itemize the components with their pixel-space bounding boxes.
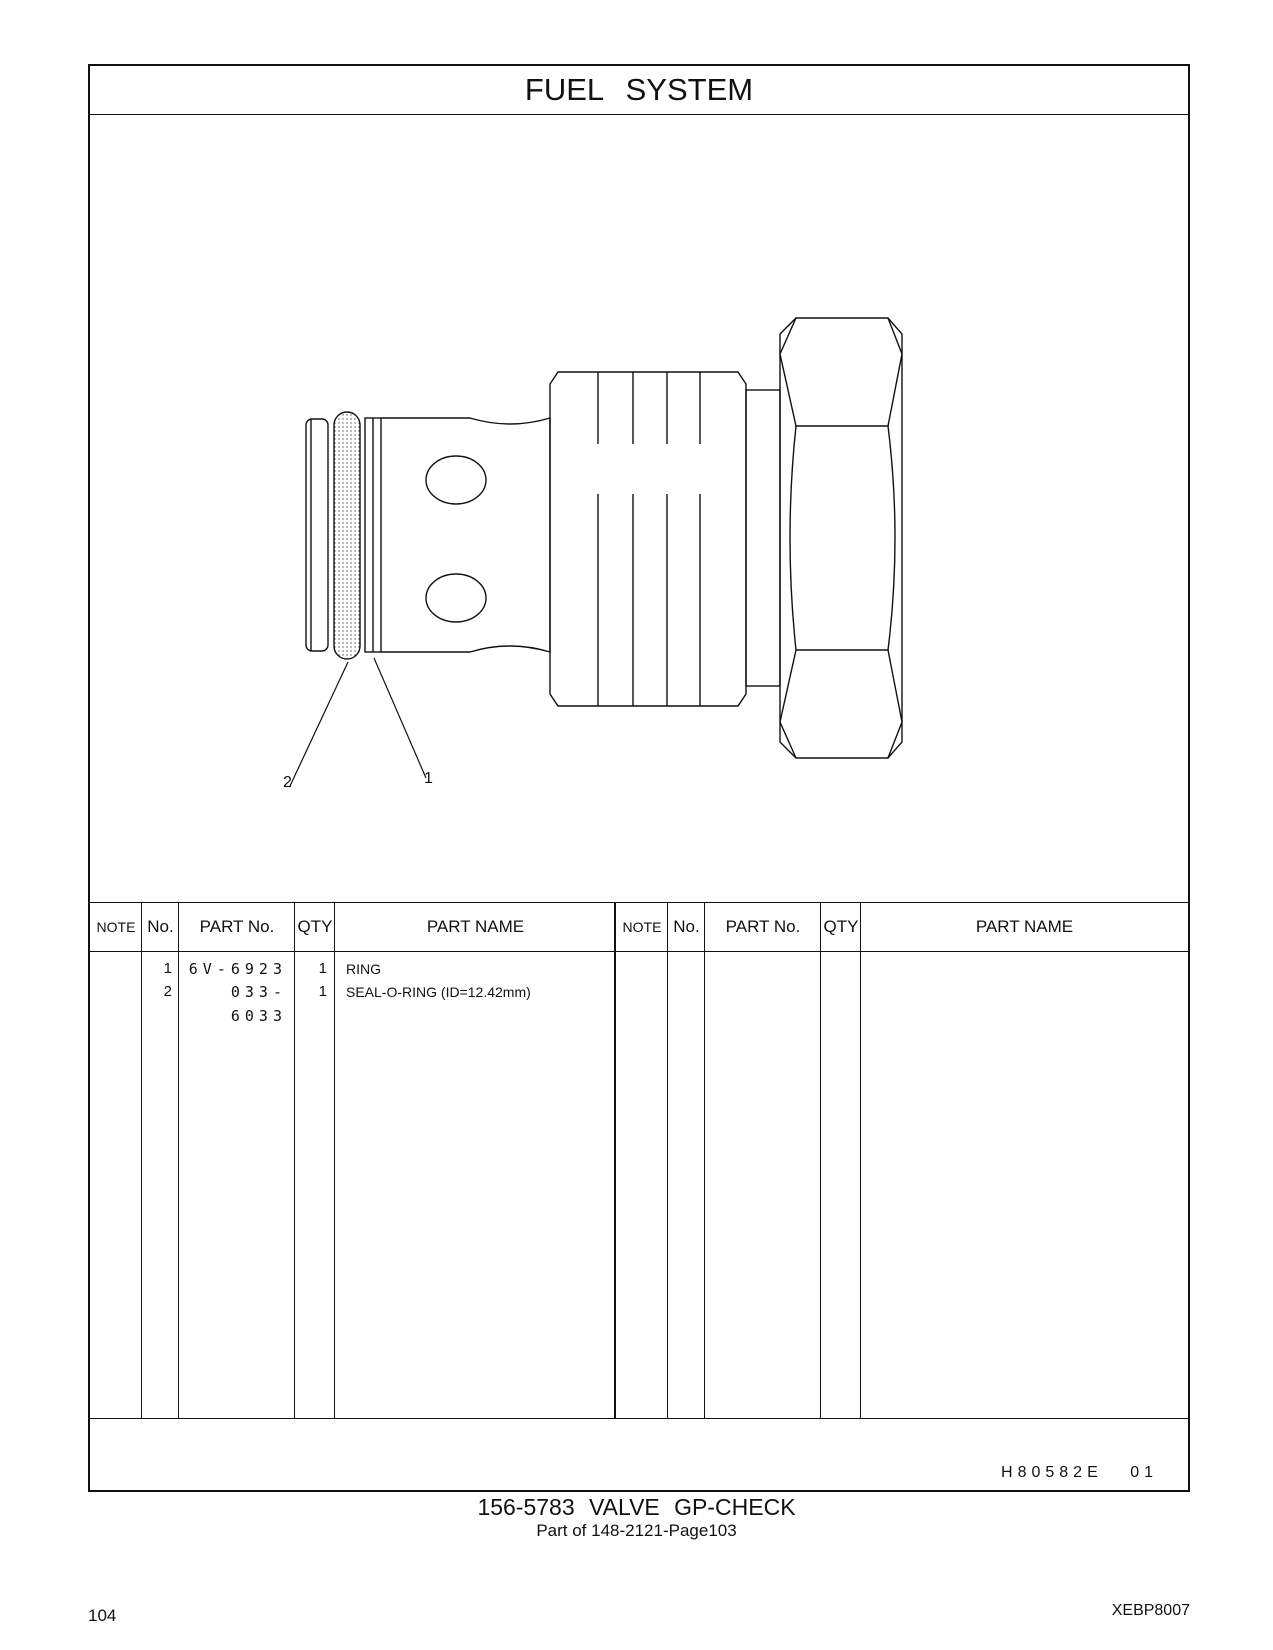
header-no-right: No.	[673, 917, 700, 936]
row-qty: 1	[318, 983, 327, 1000]
section-title: FUEL SYSTEM	[90, 66, 1188, 115]
row-part-name: RING	[346, 961, 381, 977]
header-no: No.	[147, 917, 174, 936]
table-row	[90, 980, 1188, 1025]
leader-line-1	[374, 658, 426, 778]
drawing-code: H80582E 01	[1001, 1464, 1158, 1481]
header-part-no-right: PART No.	[725, 917, 801, 936]
threaded-collar	[550, 372, 746, 706]
callout-1: 1	[424, 770, 433, 787]
valve-body	[381, 418, 550, 652]
document-code: XEBP8007	[1111, 1602, 1190, 1619]
assembly-caption	[0, 1494, 1273, 1541]
parts-page-frame	[88, 64, 1190, 1492]
leader-line-2	[290, 662, 348, 786]
header-divider	[90, 951, 1188, 952]
assembly-title: 156-5783 VALVE GP-CHECK	[477, 1494, 796, 1520]
assembly-subtitle: Part of 148-2121-Page103	[536, 1521, 737, 1540]
row-qty: 1	[318, 960, 327, 977]
header-qty: QTY	[297, 917, 333, 936]
header-note: NOTE	[96, 919, 136, 935]
row-part-no: 033-6033	[230, 983, 287, 1025]
header-part-name-right: PART NAME	[975, 917, 1074, 936]
row-no: 2	[163, 983, 172, 1000]
end-groove	[306, 419, 328, 651]
o-ring-seal-part-2	[334, 412, 360, 659]
row-part-no: 6V-6923	[188, 960, 287, 978]
parts-list-table	[90, 902, 1188, 1419]
cross-hole-lower	[426, 574, 486, 622]
hex-nut	[780, 318, 902, 758]
cross-hole-upper	[426, 456, 486, 504]
check-valve-drawing	[90, 114, 1188, 902]
header-part-no: PART No.	[199, 917, 275, 936]
header-part-name: PART NAME	[426, 917, 525, 936]
page-number: 104	[88, 1606, 117, 1625]
header-note-right: NOTE	[622, 919, 662, 935]
row-part-name: SEAL-O-RING (ID=12.42mm)	[346, 984, 531, 1000]
row-no: 1	[163, 960, 172, 977]
header-qty-right: QTY	[823, 917, 859, 936]
neck	[746, 390, 780, 686]
table-row	[90, 957, 1188, 981]
callout-2: 2	[283, 774, 292, 791]
exploded-view-illustration	[90, 114, 1188, 902]
